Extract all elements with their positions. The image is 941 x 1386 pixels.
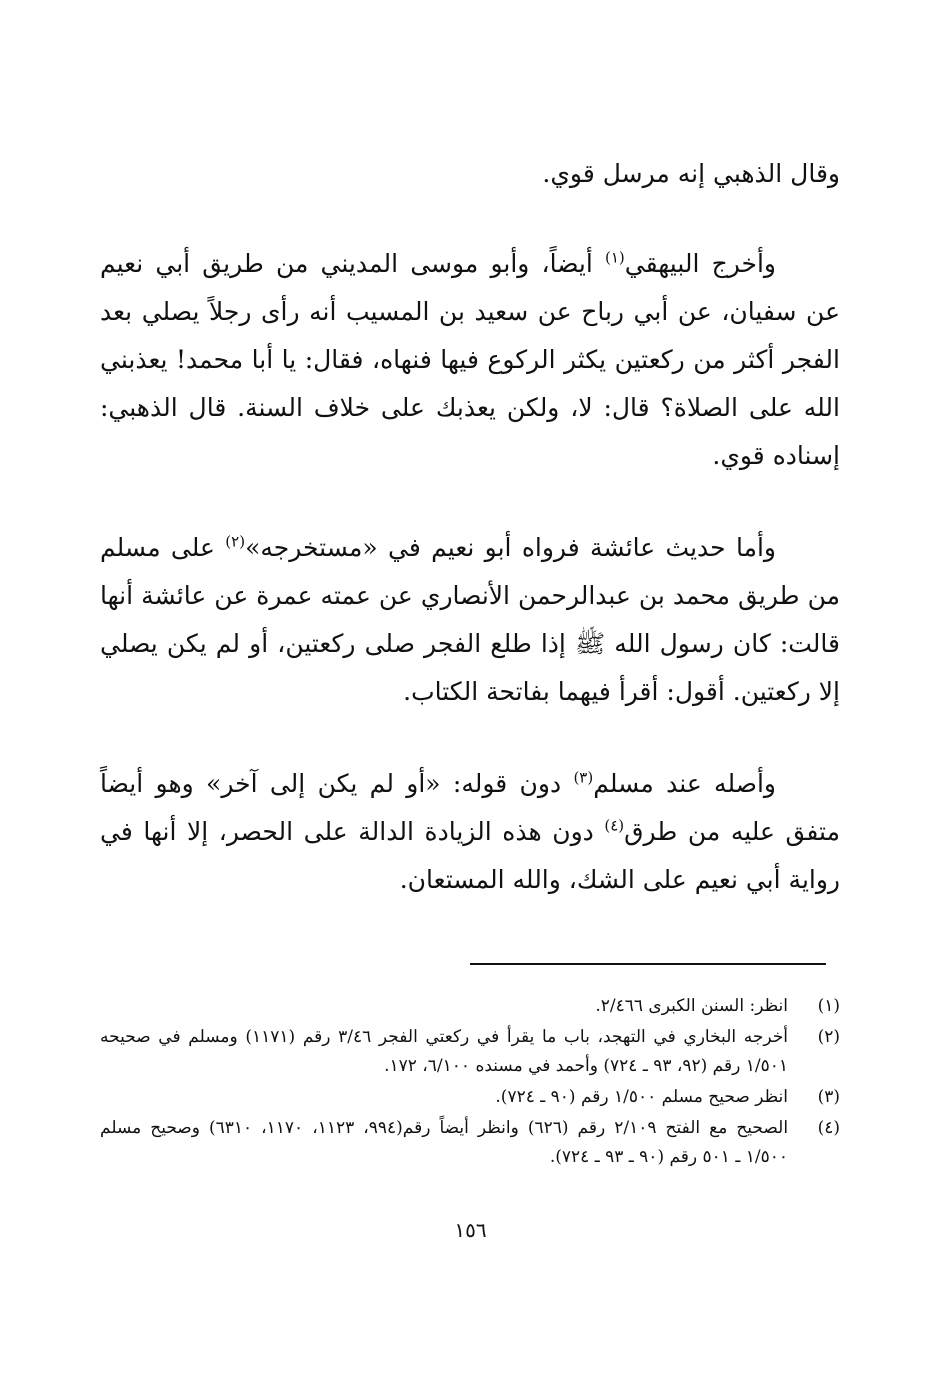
paragraph-1-text: وقال الذهبي إنه مرسل قوي. bbox=[542, 159, 840, 188]
footnote-ref-1[interactable]: (١) bbox=[604, 248, 625, 267]
footnote-text: انظر صحيح مسلم ١/٥٠٠ رقم (٩٠ ـ ٧٢٤). bbox=[495, 1087, 788, 1107]
paragraph-2-text-b: أيضاً، وأبو موسى المديني من طريق أبي نعيم عن سفيان، عن أبي رباح عن سعيد بن المسيب أنه رأى رجلاً يصلي بعد الفجر أكثر من ركعتين يكثر الركوع فيها فنهاه، فقال: يا أبا محمد! يعذبني الله على الصلاة؟ قال: لا، ولكن يعذبك على خلاف السنة. قال الذهبي: إسناده قوي. bbox=[100, 249, 840, 470]
footnotes bbox=[100, 992, 840, 1174]
footnote-ref-4[interactable]: (٤) bbox=[604, 816, 625, 835]
paragraph-3-text-a: وأما حديث عائشة فرواه أبو نعيم في «مستخرجه» bbox=[245, 533, 776, 562]
footnote-number: (٢) bbox=[817, 1027, 840, 1047]
paragraph-2 bbox=[100, 240, 840, 480]
paragraph-4-text-b: دون قوله: «أو لم يكن إلى آخر» وهو أيضاً متفق عليه من طرق bbox=[100, 769, 840, 846]
footnote-separator bbox=[470, 963, 826, 965]
footnote-number: (٤) bbox=[817, 1118, 840, 1138]
paragraph-2-text-a: وأخرج البيهقي bbox=[624, 249, 777, 278]
page-number: ١٥٦ bbox=[454, 1218, 487, 1242]
paragraph-4 bbox=[100, 760, 840, 904]
paragraph-4-text-a: وأصله عند مسلم bbox=[593, 769, 776, 798]
footnote-text: الصحيح مع الفتح ٢/١٠٩ رقم (٦٢٦) وانظر أيضاً رقم(٩٩٤، ١١٢٣، ١١٧٠، ٦٣١٠) وصحيح مسلم ١/٥٠٠ ـ ٥٠١ رقم (٩٠ ـ ٩٣ ـ ٧٢٤). bbox=[100, 1118, 789, 1167]
footnote-number: (١) bbox=[817, 996, 840, 1016]
paragraph-3 bbox=[100, 524, 840, 716]
footnote-2 bbox=[100, 1023, 840, 1081]
footnote-text: أخرجه البخاري في التهجد، باب ما يقرأ في ركعتي الفجر ٣/٤٦ رقم (١١٧١) ومسلم في صحيحه ١/٥٠١ رقم (٩٢، ٩٣ ـ ٧٢٤) وأحمد في مسنده ٦/١٠٠، ١٧٢. bbox=[100, 1027, 788, 1076]
main-text bbox=[100, 150, 840, 904]
paragraph-1 bbox=[100, 150, 840, 198]
footnote-number: (٣) bbox=[817, 1087, 840, 1107]
footnote-4 bbox=[100, 1114, 840, 1172]
footnote-text: انظر: السنن الكبرى ٢/٤٦٦. bbox=[595, 996, 788, 1016]
paragraph-4-text-c: دون هذه الزيادة الدالة على الحصر، إلا أنها في رواية أبي نعيم على الشك، والله المستعان. bbox=[100, 817, 840, 894]
footnote-ref-2[interactable]: (٢) bbox=[225, 532, 246, 551]
footnote-1 bbox=[100, 992, 840, 1021]
footnote-3 bbox=[100, 1083, 840, 1112]
paragraph-3-text-b: على مسلم من طريق محمد بن عبدالرحمن الأنصاري عن عمته عمرة عن عائشة أنها قالت: كان رسول الله ﷺ إذا طلع الفجر صلى ركعتين، أو لم يكن يصلي إلا ركعتين. أقول: أقرأ فيهما بفاتحة الكتاب. bbox=[100, 533, 840, 706]
footnote-ref-3[interactable]: (٣) bbox=[573, 768, 594, 787]
